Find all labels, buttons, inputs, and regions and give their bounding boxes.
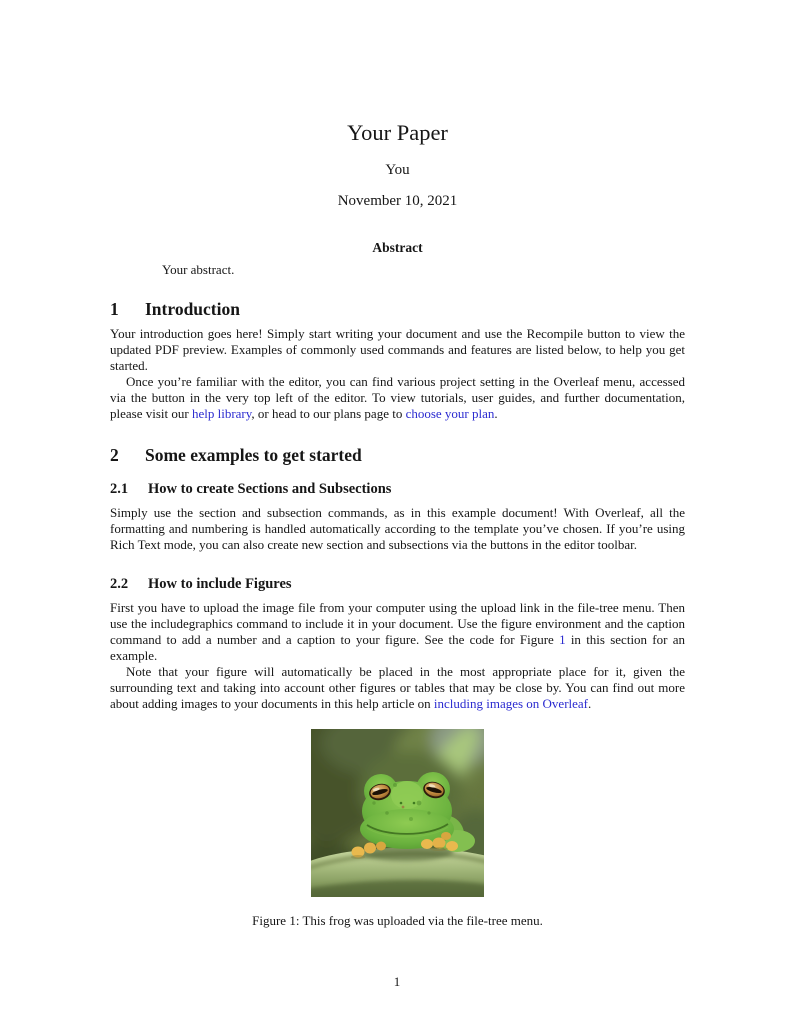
subsection-2-2-number: 2.2: [110, 576, 129, 592]
section-1-heading: [110, 298, 685, 320]
section-1-number: 1: [110, 299, 119, 319]
section-1-title: Introduction: [145, 299, 240, 319]
section-2-title: Some examples to get started: [145, 445, 362, 465]
frog-photo: [311, 729, 484, 897]
subsection-2-1-paragraph: Simply use the section and subsection commands, as in this example document! With Overleaf, all the formatting and numbering is handled automatically according to the template you’ve chosen. If you’re using Rich Text mode, you can also create new section and subsections via the buttons in the editor toolbar.: [110, 505, 685, 552]
including-images-link[interactable]: including images on Overleaf: [433, 696, 589, 711]
subsection-2-2-heading: [110, 575, 685, 594]
images-par-text-2: .: [588, 696, 592, 711]
paper-title: Your Paper: [347, 120, 448, 145]
intro-p2-text-1: Once you’re familiar with the editor, you can find various project setting in the Overleaf menu, accessed via the button in the very top left of the editor. To view tutorials, user guides, and further documentation, please visit our: [110, 374, 685, 421]
figure-1: [110, 729, 685, 929]
page-number: 1: [393, 974, 401, 989]
fig-par-text-2: in this section for an example.: [110, 632, 685, 663]
intro-p2-text-2: , or head to our plans page to: [251, 406, 406, 421]
figure-1-caption: Figure 1: This frog was uploaded via the file-tree menu.: [252, 913, 543, 928]
intro-p2-text-3: .: [494, 406, 498, 421]
paper-date: November 10, 2021: [337, 193, 458, 209]
section-2-heading: [110, 444, 685, 466]
subsection-2-2-title: How to include Figures: [148, 576, 292, 592]
intro-paragraph-1: Your introduction goes here! Simply start writing your document and use the Recompile button to view the updated PDF preview. Examples of commonly used commands and features are listed below, to help you get started.: [110, 326, 685, 373]
subsection-2-2-paragraph-1: [110, 600, 685, 664]
abstract-text: Your abstract.: [162, 262, 235, 277]
subsection-2-1-title: How to create Sections and Subsections: [148, 481, 392, 497]
subsection-2-1-number: 2.1: [110, 481, 129, 497]
fig-par-text-1: First you have to upload the image file from your computer using the upload link in the file-tree menu. Then use the includegraphics command to include it in your document. Use the figure environment and the caption command to add a number and a caption to your figure. See the code for Figure: [110, 600, 685, 647]
intro-paragraph-2: [110, 374, 685, 422]
images-par-text-1: Note that your figure will automatically be placed in the most appropriate place for it, given the surrounding text and taking into account other figures or tables that may be close by. You can find out more about adding images to your documents in this help article on: [110, 664, 685, 711]
subsection-2-2-paragraph-2: [110, 664, 685, 712]
paper-author: You: [385, 162, 410, 178]
subsection-2-1-heading: [110, 480, 685, 499]
choose-your-plan-link[interactable]: choose your plan: [405, 406, 495, 421]
abstract-heading: Abstract: [372, 240, 423, 255]
help-library-link[interactable]: help library: [191, 406, 252, 421]
section-2-number: 2: [110, 445, 119, 465]
figure-1-reference-link[interactable]: 1: [559, 632, 566, 647]
